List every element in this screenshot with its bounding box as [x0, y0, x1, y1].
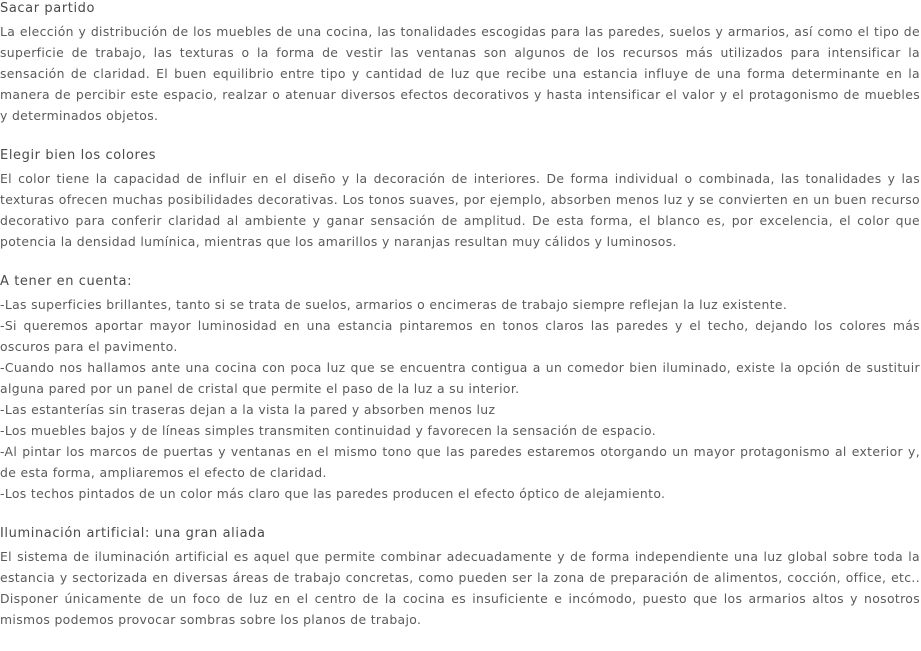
section-heading-elegir-colores: Elegir bien los colores [0, 148, 157, 163]
list-item: -Cuando nos hallamos ante una cocina con poca luz que se encuentra contigua a un comedor bien iluminado, existe la opción de sustituir alguna pared por un panel de cristal que permite el paso de la luz a su interior. [0, 360, 920, 396]
section-paragraph-sacar-partido: La elección y distribución de los muebles de una cocina, las tonalidades escogidas para las paredes, suelos y armarios, así como el tipo de superficie de trabajo, las texturas o la forma de vestir las ventanas son algunos de los recursos más utilizados para intensificar la sensación de claridad. El buen equilibrio entre tipo y cantidad de luz que recibe una estancia influye de una forma determinante en la manera de percibir este espacio, realzar o atenuar diversos efectos decorativos y hasta intensificar el valor y el protagonismo de muebles y determinados objetos. [0, 24, 920, 123]
list-item: -Si queremos aportar mayor luminosidad en una estancia pintaremos en tonos claros las paredes y el techo, dejando los colores más oscuros para el pavimento. [0, 318, 920, 354]
section-heading-a-tener-en-cuenta: A tener en cuenta: [0, 274, 133, 289]
section-heading-sacar-partido: Sacar partido [0, 1, 96, 16]
tips-list [0, 294, 920, 504]
list-item: -Los muebles bajos y de líneas simples transmiten continuidad y favorecen la sensación de espacio. [0, 423, 657, 438]
list-item: -Al pintar los marcos de puertas y ventanas en el mismo tono que las paredes estaremos otorgando un mayor protagonismo al exterior y, de esta forma, ampliaremos el efecto de claridad. [0, 444, 920, 480]
list-item: -Las estanterías sin traseras dejan a la vista la pared y absorben menos luz [0, 402, 496, 417]
section-heading-iluminacion-artificial: Iluminación artificial: una gran aliada [0, 526, 266, 541]
list-item: -Los techos pintados de un color más claro que las paredes producen el efecto óptico de alejamiento. [0, 486, 666, 501]
list-item: -Las superficies brillantes, tanto si se trata de suelos, armarios o encimeras de trabajo siempre reflejan la luz existente. [0, 297, 788, 312]
section-paragraph-iluminacion-artificial: El sistema de iluminación artificial es aquel que permite combinar adecuadamente y de forma independiente una luz global sobre toda la estancia y sectorizada en diversas áreas de trabajo concretas, como pueden ser la zona de preparación de alimentos, cocción, office, etc.. Disponer únicamente de un foco de luz en el centro de la cocina es insuficiente e incómodo, puesto que los armarios altos y nosotros mismos podemos provocar sombras sobre los planos de trabajo. [0, 549, 920, 627]
section-paragraph-elegir-colores: El color tiene la capacidad de influir en el diseño y la decoración de interiores. De forma individual o combinada, las tonalidades y las texturas ofrecen muchas posibilidades decorativas. Los tonos suaves, por ejemplo, absorben menos luz y se convierten en un buen recurso decorativo para conferir claridad al ambiente y ganar sensación de amplitud. De esta forma, el blanco es, por excelencia, el color que potencia la densidad lumínica, mientras que los amarillos y naranjas resultan muy cálidos y luminosos. [0, 171, 920, 249]
